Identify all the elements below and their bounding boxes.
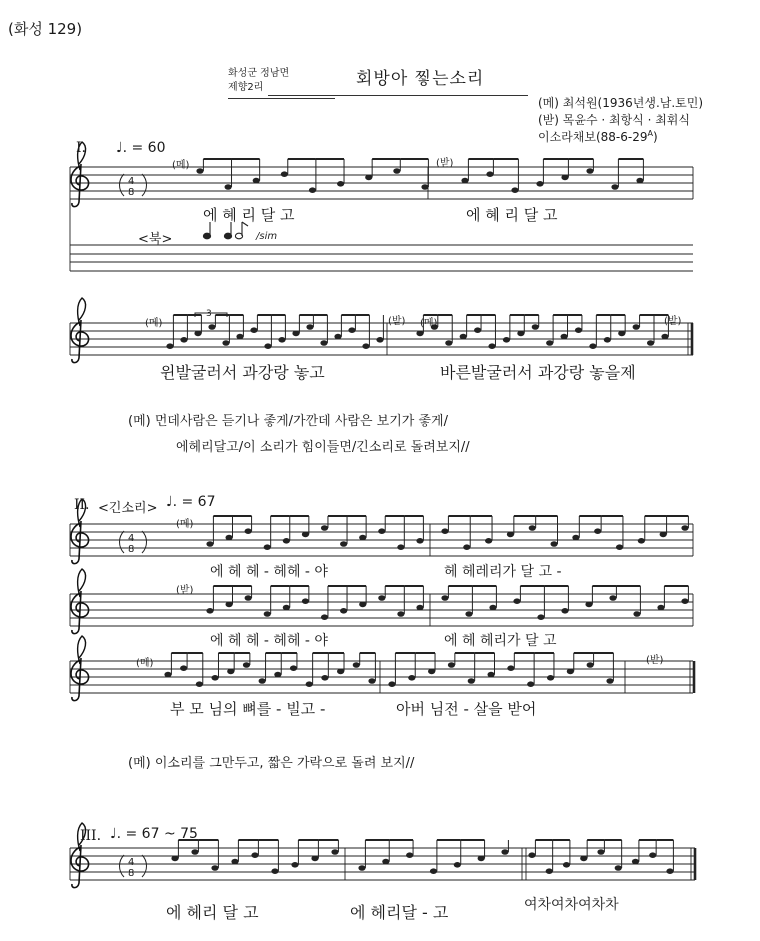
- location-line-2: 제향2리: [228, 78, 335, 99]
- section-III-tempo: ♩. = 67 ~ 75: [110, 826, 198, 842]
- notehead: [448, 662, 455, 668]
- notehead: [274, 672, 281, 678]
- notehead: [236, 334, 243, 340]
- svg-text:4: 4: [128, 533, 135, 544]
- notehead: [636, 178, 643, 184]
- notehead: [376, 337, 383, 343]
- notehead: [368, 678, 375, 684]
- notehead: [362, 343, 369, 349]
- credit-transcriber: 이소라채보$(88-6-29^A)$: [538, 129, 658, 144]
- notehead: [340, 608, 347, 614]
- notehead: [393, 168, 400, 174]
- notehead: [278, 337, 285, 343]
- notehead: [271, 868, 278, 874]
- time-signature-marks: [120, 174, 147, 877]
- lyrics-III-1c: 여차여차여차차: [524, 897, 619, 913]
- notehead: [292, 331, 299, 337]
- notehead: [561, 608, 568, 614]
- svg-text:4: 4: [128, 857, 135, 868]
- notehead: [597, 849, 604, 855]
- notehead: [465, 611, 472, 617]
- notehead: [253, 178, 260, 184]
- notehead: [428, 669, 435, 675]
- notehead: [348, 327, 355, 333]
- notehead: [661, 334, 668, 340]
- lyrics-I-2b: 바른발굴러서 과강랑 놓을제: [440, 363, 636, 382]
- notehead: [251, 852, 258, 858]
- mark-bat: (받): [176, 585, 194, 596]
- notehead: [528, 852, 535, 858]
- notehead: [529, 525, 536, 531]
- notehead: [166, 343, 173, 349]
- notehead: [388, 681, 395, 687]
- title-underline: [268, 95, 528, 96]
- notehead: [463, 544, 470, 550]
- notehead: [245, 595, 252, 601]
- notehead: [353, 662, 360, 668]
- notehead: [196, 681, 203, 687]
- triplet-number: 3: [206, 309, 212, 319]
- notehead: [334, 334, 341, 340]
- notehead: [359, 535, 366, 541]
- notehead: [572, 535, 579, 541]
- notehead: [283, 605, 290, 611]
- percussion-sim-mark: /sim: [256, 231, 278, 242]
- song-title: 회방아 찧는소리: [356, 69, 485, 89]
- treble-clef-icon: [71, 298, 89, 363]
- notehead: [321, 675, 328, 681]
- notehead: [225, 184, 232, 190]
- notehead: [259, 678, 266, 684]
- notehead: [575, 327, 582, 333]
- notehead: [211, 865, 218, 871]
- notehead: [430, 868, 437, 874]
- notehead: [537, 614, 544, 620]
- notehead: [416, 538, 423, 544]
- notehead: [382, 859, 389, 865]
- notehead: [604, 337, 611, 343]
- notehead: [397, 544, 404, 550]
- notehead: [171, 856, 178, 862]
- notehead: [281, 171, 288, 177]
- mark-me: (메): [136, 658, 154, 669]
- page-label: (화성 129): [8, 20, 83, 38]
- notehead: [587, 662, 594, 668]
- svg-text:8: 8: [128, 544, 135, 555]
- notehead: [488, 343, 495, 349]
- notehead: [657, 605, 664, 611]
- notehead: [416, 331, 423, 337]
- notehead: [585, 602, 592, 608]
- notehead: [461, 178, 468, 184]
- lyrics-II-3a: 부 모 님의 뼈를 - 빌고 -: [170, 700, 326, 718]
- notehead: [206, 541, 213, 547]
- staff-II-3: [70, 661, 694, 693]
- notehead: [445, 340, 452, 346]
- notehead: [406, 852, 413, 858]
- notehead: [615, 865, 622, 871]
- notehead: [527, 681, 534, 687]
- section-I-numeral: I.: [76, 140, 86, 156]
- notehead: [291, 862, 298, 868]
- notehead: [647, 340, 654, 346]
- notehead: [503, 337, 510, 343]
- lyrics-III-1b: 에 헤리달 - 고: [350, 903, 449, 922]
- notehead: [243, 662, 250, 668]
- mark-bat: (받): [646, 655, 664, 666]
- notehead: [681, 598, 688, 604]
- notehead: [397, 611, 404, 617]
- credit-responders: (받) 목윤수 · 최항식 · 최휘식: [538, 113, 690, 127]
- notehead: [589, 343, 596, 349]
- notehead: [546, 340, 553, 346]
- credit-singer: (메) 최석원(1936년생.남.토민): [538, 96, 704, 110]
- notehead: [517, 331, 524, 337]
- mark-me: (메): [420, 318, 438, 329]
- notehead: [196, 168, 203, 174]
- notehead: [487, 672, 494, 678]
- notehead: [618, 331, 625, 337]
- notehead: [359, 602, 366, 608]
- notehead: [337, 181, 344, 187]
- notehead: [421, 184, 428, 190]
- notehead: [563, 862, 570, 868]
- notehead: [633, 611, 640, 617]
- svg-text:8: 8: [128, 868, 135, 879]
- notehead: [460, 334, 467, 340]
- lyrics-I-1a: 에 혜 리 달 고: [203, 206, 295, 224]
- notehead: [649, 852, 656, 858]
- notehead: [633, 324, 640, 330]
- prose-II-line-1: (메) 이소리를 그만두고, 짧은 가락으로 돌려 보지//: [128, 756, 415, 771]
- notehead: [191, 849, 198, 855]
- mark-me: (메): [145, 318, 163, 329]
- notehead: [681, 525, 688, 531]
- section-II-tempo: ♩. = 67: [166, 494, 216, 510]
- notehead: [208, 324, 215, 330]
- lyrics-II-1a: 에 헤 헤 - 헤헤 - 야: [210, 564, 328, 580]
- notehead: [408, 675, 415, 681]
- notehead: [264, 544, 271, 550]
- notehead: [546, 868, 553, 874]
- notehead: [511, 187, 518, 193]
- section-I-tempo: ♩. = 60: [116, 140, 166, 156]
- section-II-subtitle: <긴소리>: [98, 501, 158, 516]
- notehead: [302, 598, 309, 604]
- lyrics-III-1a: 에 헤리 달 고: [166, 903, 259, 922]
- notehead: [486, 171, 493, 177]
- notehead: [594, 528, 601, 534]
- notehead: [507, 665, 514, 671]
- notehead: [609, 595, 616, 601]
- time-signature-digits: [128, 176, 134, 879]
- lyrics-II-1b: 헤 헤레리가 달 고 -: [444, 564, 562, 580]
- notehead: [501, 849, 508, 855]
- lyrics-I-2a: 윈발굴러서 과강랑 놓고: [160, 363, 325, 382]
- notehead: [264, 343, 271, 349]
- notehead: [547, 675, 554, 681]
- notehead: [302, 532, 309, 538]
- notehead: [513, 598, 520, 604]
- notehead: [180, 337, 187, 343]
- notehead: [567, 669, 574, 675]
- lyrics-II-2b: 에 헤 헤리가 달 고: [444, 633, 557, 649]
- lyrics-II-2a: 에 헤 헤 - 헤헤 - 야: [210, 633, 328, 649]
- notehead: [225, 535, 232, 541]
- treble-clef-icon: [71, 569, 89, 634]
- notehead: [489, 605, 496, 611]
- notehead: [222, 340, 229, 346]
- lyrics-I-1b: 에 혜 리 달 고: [466, 206, 558, 224]
- mark-bat: (받): [388, 316, 406, 327]
- notehead: [468, 678, 475, 684]
- notehead: [660, 532, 667, 538]
- notehead: [180, 665, 187, 671]
- notehead: [561, 334, 568, 340]
- notehead: [164, 672, 171, 678]
- notehead: [378, 528, 385, 534]
- notehead: [321, 614, 328, 620]
- notehead: [441, 528, 448, 534]
- notehead: [606, 678, 613, 684]
- notehead: [194, 331, 201, 337]
- location-line-1: 화성군 정남면: [228, 68, 290, 79]
- notehead: [580, 856, 587, 862]
- mark-bat: (받): [664, 316, 682, 327]
- drum-label: <북>: [138, 232, 173, 247]
- notehead: [532, 324, 539, 330]
- notehead: [290, 665, 297, 671]
- notehead: [250, 327, 257, 333]
- notehead: [478, 856, 485, 862]
- notehead: [331, 849, 338, 855]
- notehead: [536, 181, 543, 187]
- notehead: [231, 859, 238, 865]
- treble-clef-icon: [71, 636, 89, 701]
- prose-I-line-2: 에헤리달고/이 소리가 힘이들면/긴소리로 돌려보지//: [176, 440, 470, 455]
- mark-me: (메): [176, 519, 194, 530]
- notehead: [454, 862, 461, 868]
- notehead: [616, 544, 623, 550]
- notehead: [586, 168, 593, 174]
- notehead: [550, 541, 557, 547]
- notehead: [306, 324, 313, 330]
- prose-I-line-1: (메) 먼데사람은 듣기나 좋게/가깐데 사람은 보기가 좋게/: [128, 414, 448, 429]
- notehead: [211, 675, 218, 681]
- section-III-numeral: III.: [80, 828, 102, 844]
- notehead: [264, 611, 271, 617]
- notehead: [365, 175, 372, 181]
- staff-I-1: [70, 167, 693, 271]
- notehead: [416, 605, 423, 611]
- notehead: [485, 538, 492, 544]
- notehead: [227, 669, 234, 675]
- notehead: [666, 868, 673, 874]
- notehead: [507, 532, 514, 538]
- notehead: [378, 595, 385, 601]
- mark-bat: (받): [436, 158, 454, 169]
- notehead: [245, 528, 252, 534]
- section-II-numeral: II.: [74, 497, 90, 513]
- notehead: [206, 608, 213, 614]
- notehead: [474, 327, 481, 333]
- notehead: [611, 184, 618, 190]
- notehead: [225, 602, 232, 608]
- notehead: [309, 187, 316, 193]
- mark-me: (메): [172, 160, 190, 171]
- notehead: [320, 340, 327, 346]
- lyrics-II-3b: 아버 님전 - 살을 받어: [396, 700, 537, 718]
- notehead: [358, 865, 365, 871]
- svg-text:4: 4: [128, 176, 135, 187]
- notehead: [283, 538, 290, 544]
- notehead: [441, 595, 448, 601]
- notehead: [306, 681, 313, 687]
- notehead: [311, 856, 318, 862]
- notehead: [632, 859, 639, 865]
- notehead: [340, 541, 347, 547]
- notehead: [561, 175, 568, 181]
- notehead: [337, 669, 344, 675]
- notehead: [638, 538, 645, 544]
- notehead: [321, 525, 328, 531]
- svg-text:8: 8: [128, 187, 135, 198]
